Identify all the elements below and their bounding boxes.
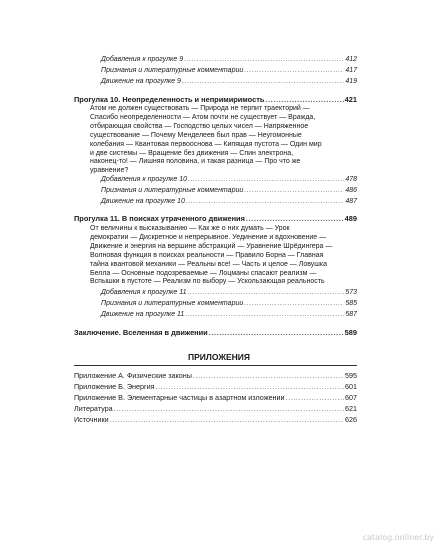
walk11-description <box>90 225 358 287</box>
description-line: От величины к высказыванию — Как же о них думать — Урок <box>90 225 290 232</box>
description-line: Спасибо неопределенности — Атом почти не существует — Вражда, <box>90 113 316 121</box>
leader-dots <box>185 310 344 319</box>
toc-entry-label: Движение на прогулке 10 <box>101 198 185 205</box>
leader-dots <box>244 186 344 195</box>
toc-entry-page: 486 <box>345 187 357 194</box>
toc-entry[interactable] <box>101 175 357 184</box>
toc-entry-label: Добавления к прогулке 10 <box>101 176 187 183</box>
leader-dots <box>186 197 344 206</box>
walk10-title: Прогулка 10. Неопределенность и непримиримость <box>74 95 265 104</box>
appendices-heading: ПРИЛОЖЕНИЯ <box>187 352 251 362</box>
leader-dots <box>156 382 344 391</box>
leader-dots <box>244 66 344 75</box>
appendix-page: 607 <box>345 393 357 402</box>
conclusion-entry[interactable] <box>74 328 357 337</box>
toc-entry-page: 478 <box>345 176 357 183</box>
appendix-page: 601 <box>345 382 357 391</box>
walk11-heading[interactable] <box>74 214 357 223</box>
toc-entry[interactable] <box>101 55 357 64</box>
appendix-entry[interactable] <box>74 404 357 413</box>
appendix-entry[interactable] <box>74 382 357 391</box>
description-line: и две системы — Вращение без движения — Спин электрона, <box>90 149 294 157</box>
walk10-description <box>90 105 358 176</box>
toc-entry-label: Признания и литературные комментарии <box>101 300 244 307</box>
leader-dots <box>187 288 344 297</box>
description-line: Волновая функция в поисках реальности — Правило Борна — Главная <box>90 251 324 259</box>
leader-dots <box>209 328 344 337</box>
appendix-page: 621 <box>345 404 357 413</box>
leader-dots <box>110 415 344 424</box>
toc-entry-label: Движение на прогулке 11 <box>101 311 185 318</box>
conclusion-title: Заключение. Вселенная в движении <box>74 328 208 337</box>
leader-dots <box>188 175 344 184</box>
toc-entry-page: 573 <box>345 289 357 296</box>
conclusion-page: 589 <box>344 328 357 337</box>
description-line: наконец-то! — Лишняя половина, и такая разница — Про что же <box>90 158 301 166</box>
toc-entry-page: 487 <box>345 198 357 205</box>
toc-entry-label: Признания и литературные комментарии <box>101 187 244 194</box>
leader-dots <box>286 393 344 402</box>
toc-entry[interactable] <box>101 310 357 319</box>
toc-entry-label: Движение на прогулке 9 <box>101 78 181 85</box>
walk11-page: 489 <box>344 214 357 223</box>
description-line: Вспышки в пустоте — Реализм по выбору — Ускользающая реальность <box>90 278 325 286</box>
leader-dots <box>265 95 343 104</box>
leader-dots <box>114 404 344 413</box>
appendix-label: Приложение Б. Энергия <box>74 382 155 391</box>
appendix-label: Источники <box>74 415 109 424</box>
watermark-text: catalog.onliner.by <box>362 533 434 542</box>
leader-dots <box>193 371 344 380</box>
toc-entry-label: Добавления к прогулке 11 <box>101 289 187 296</box>
toc-entry-label: Признания и литературные комментарии <box>101 67 244 74</box>
appendix-page: 595 <box>345 371 357 380</box>
description-line: отбирающая свойства — Господство целых чисел — Напряженное <box>90 122 309 130</box>
toc-entry[interactable] <box>101 197 357 206</box>
toc-entry-label: Добавления к прогулке 9 <box>101 56 184 63</box>
toc-entry[interactable] <box>101 288 357 297</box>
appendix-page: 626 <box>345 415 357 424</box>
appendix-label: Приложение А. Физические законы <box>74 371 192 380</box>
leader-dots <box>182 77 344 86</box>
toc-entry[interactable] <box>101 186 357 195</box>
toc-entry[interactable] <box>101 66 357 75</box>
leader-dots <box>184 55 344 64</box>
appendix-label: Литература <box>74 404 113 413</box>
appendix-label: Приложение В. Элементарные частицы в азартном изложении <box>74 393 285 402</box>
leader-dots <box>244 299 344 308</box>
toc-entry-page: 587 <box>345 311 357 318</box>
description-line: Атом не должен существовать — Природа не терпит траекторий — <box>90 105 310 112</box>
toc-entry[interactable] <box>101 77 357 86</box>
toc-entry[interactable] <box>101 299 357 308</box>
appendices-divider <box>74 365 357 366</box>
walk11-title: Прогулка 11. В поисках утраченного движения <box>74 214 245 223</box>
description-line: Белла — Основные подозреваемые — Лоцманы спасают реализм — <box>90 269 317 277</box>
description-line: демократии — Дискретное и непрерывное. Уединение и вдохновение — <box>90 233 327 241</box>
walk10-heading[interactable] <box>74 95 357 104</box>
toc-entry-page: 412 <box>345 56 357 63</box>
toc-entry-page: 417 <box>345 67 357 74</box>
walk10-page: 421 <box>344 95 357 104</box>
toc-entry-page: 419 <box>345 78 357 85</box>
description-line: колебания — Квантовая первооснова — Кипящая пустота — Один мир <box>90 140 322 148</box>
toc-entry-page: 585 <box>345 300 357 307</box>
leader-dots <box>246 214 344 223</box>
appendix-entry[interactable] <box>74 371 357 380</box>
appendix-entry[interactable] <box>74 415 357 424</box>
description-line: Движение и энергия на вершине абстракций — Уравнение Шрёдингера — <box>90 242 333 250</box>
description-line: существование — Почему Менделеев был прав — Неугомонные <box>90 131 302 139</box>
appendix-entry[interactable] <box>74 393 357 402</box>
description-line: уравнение? <box>90 167 129 175</box>
description-line: тайна квантовой механики — Реальны все! — Часть и целое — Ловушка <box>90 260 328 268</box>
